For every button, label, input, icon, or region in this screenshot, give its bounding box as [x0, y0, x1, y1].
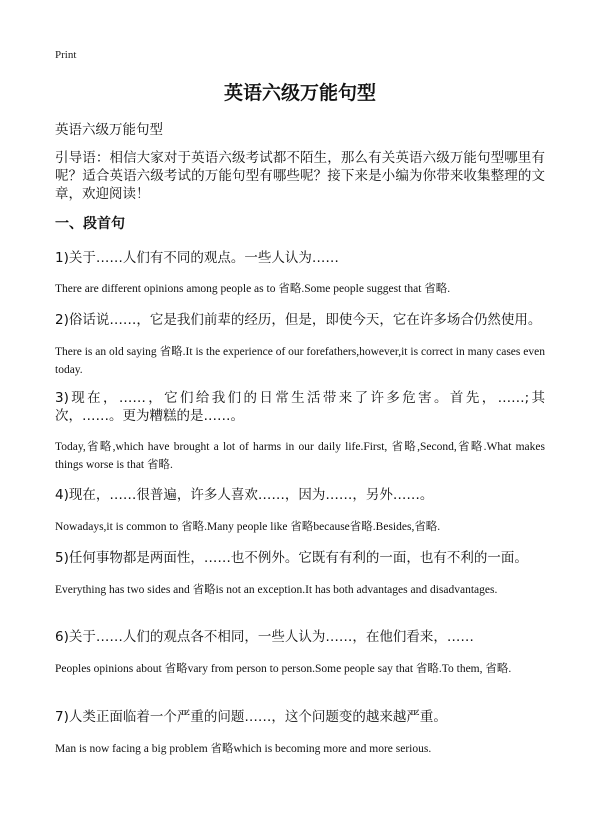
sentence-7-english: Man is now facing a big problem 省略which is becoming more and more serious. [55, 743, 432, 755]
document-title: 英语六级万能句型 [223, 82, 376, 104]
sentence-2-english: There is an old saying 省略.It is the experience of our forefathers,however,it is correct in many cases even today. [55, 346, 545, 376]
sentence-7-chinese: 7)人类正面临着一个严重的问题……，这个问题变的越来越严重。 [55, 709, 447, 725]
document-subtitle: 英语六级万能句型 [55, 122, 163, 138]
sentence-6-english: Peoples opinions about 省略vary from person to person.Some people say that 省略.To them, 省略. [55, 663, 512, 675]
sentence-1-english: There are different opinions among people as to 省略.Some people suggest that 省略. [55, 283, 451, 295]
intro-paragraph: 引导语：相信大家对于英语六级考试都不陌生，那么有关英语六级万能句型哪里有呢？适合英语六级考试的万能句型有哪些呢？接下来是小编为你带来收集整理的文章，欢迎阅读！ [55, 150, 545, 202]
print-link[interactable]: Print [55, 49, 77, 61]
sentence-3-english: Today,省略,which have brought a lot of harms in our daily life.First, 省略,Second,省略.What makes things worse is that 省略. [55, 441, 545, 471]
sentence-1-chinese: 1)关于……人们有不同的观点。一些人认为…… [55, 250, 339, 266]
section-heading: 一、段首句 [55, 216, 125, 232]
sentence-5-chinese: 5)任何事物都是两面性，……也不例外。它既有有利的一面，也有不利的一面。 [55, 550, 528, 566]
sentence-4-english: Nowadays,it is common to 省略.Many people like 省略because省略.Besides,省略. [55, 521, 441, 533]
sentence-6-chinese: 6)关于……人们的观点各不相同，一些人认为……，在他们看来，…… [55, 629, 474, 645]
sentence-2-chinese: 2)俗话说……，它是我们前辈的经历，但是，即使今天，它在许多场合仍然使用。 [55, 312, 542, 328]
sentence-4-chinese: 4)现在，……很普遍，许多人喜欢……，因为……，另外……。 [55, 487, 434, 503]
sentence-5-english: Everything has two sides and 省略is not an exception.It has both advantages and disadvantages. [55, 584, 498, 596]
sentence-3-chinese: 3)现在，……，它们给我们的日常生活带来了许多危害。首先，……;其次，……。更为糟糕的是……。 [55, 390, 545, 424]
